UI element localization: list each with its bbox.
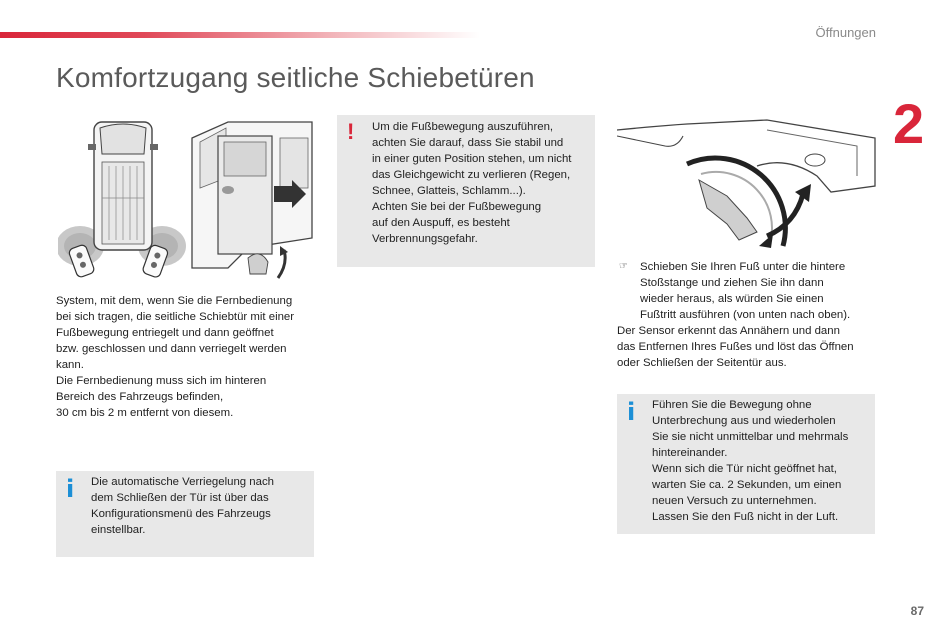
info-icon: i (627, 398, 636, 426)
van-top-view-illustration (58, 118, 186, 286)
warning-line: Schnee, Glatteis, Schlamm...). (372, 185, 526, 197)
warning-icon: ! (347, 119, 355, 144)
info-line: Wenn sich die Tür nicht geöffnet hat, (652, 463, 837, 475)
step-follow-line: das Entfernen Ihres Fußes und löst das Öffnen (617, 341, 854, 353)
info-line: neuen Versuch zu unternehmen. (652, 495, 817, 507)
warning-line: in einer guten Position stehen, um nicht (372, 153, 572, 165)
warning-line: das Gleichgewicht zu verlieren (Regen, (372, 169, 571, 181)
intro-line: Fußbewegung entriegelt und dann geöffnet (56, 327, 274, 339)
header-accent-bar (0, 32, 480, 38)
intro-line: 30 cm bis 2 m entfernt von diesem. (56, 407, 234, 419)
step-instructions (617, 259, 879, 371)
info-line: hintereinander. (652, 447, 728, 459)
info-box-auto-lock (56, 471, 314, 557)
warning-line: Achten Sie bei der Fußbewegung (372, 201, 542, 213)
info-box-movement (617, 394, 875, 534)
intro-line: System, mit dem, wenn Sie die Fernbedienung (56, 295, 293, 307)
info-line: dem Schließen der Tür ist über das (91, 492, 269, 504)
sliding-door-illustration (188, 118, 314, 286)
page-number: 87 (910, 604, 924, 618)
warning-line: Um die Fußbewegung auszuführen, (372, 121, 554, 133)
step-follow-line: oder Schließen der Seitentür aus. (617, 357, 787, 369)
intro-text (56, 293, 318, 421)
step-line: Fußtritt ausführen (von unten nach oben). (640, 309, 851, 321)
step-item (617, 259, 879, 323)
page-title: Komfortzugang seitliche Schiebetüren (56, 62, 535, 93)
info-line: Die automatische Verriegelung nach (91, 476, 274, 488)
info-line: Unterbrechung aus und wiederholen (652, 415, 836, 427)
warning-line: achten Sie darauf, dass Sie stabil und (372, 137, 564, 149)
foot-kick-illustration (617, 116, 877, 252)
intro-line: Die Fernbedienung muss sich im hinteren (56, 375, 267, 387)
info-line: Sie sie nicht unmittelbar und mehrmals (652, 431, 849, 443)
step-line: Schieben Sie Ihren Fuß unter die hintere (640, 261, 846, 273)
intro-line: bei sich tragen, die seitliche Schiebtür mit einer (56, 311, 295, 323)
intro-line: kann. (56, 359, 84, 371)
intro-line: Bereich des Fahrzeugs befinden, (56, 391, 224, 403)
step-line: Stoßstange und ziehen Sie ihn dann (640, 277, 824, 289)
intro-line: bzw. geschlossen und dann verriegelt werden (56, 343, 287, 355)
info-line: einstellbar. (91, 524, 146, 536)
warning-line: auf den Auspuff, es besteht (372, 217, 510, 229)
warning-box (337, 115, 595, 267)
info-line: Führen Sie die Bewegung ohne (652, 399, 812, 411)
warning-line: Verbrennungsgefahr. (372, 233, 478, 245)
info-line: Konfigurationsmenü des Fahrzeugs (91, 508, 271, 520)
step-follow-line: Der Sensor erkennt das Annähern und dann (617, 325, 840, 337)
info-icon: i (66, 475, 75, 503)
chapter-number: 2 (893, 92, 925, 155)
info-line: warten Sie ca. 2 Sekunden, um einen (652, 479, 842, 491)
pointing-hand-icon: ☞ (619, 261, 628, 272)
section-label: Öffnungen (815, 25, 876, 40)
step-line: wieder heraus, als würden Sie einen (640, 293, 824, 305)
info-line: Lassen Sie den Fuß nicht in der Luft. (652, 511, 839, 523)
